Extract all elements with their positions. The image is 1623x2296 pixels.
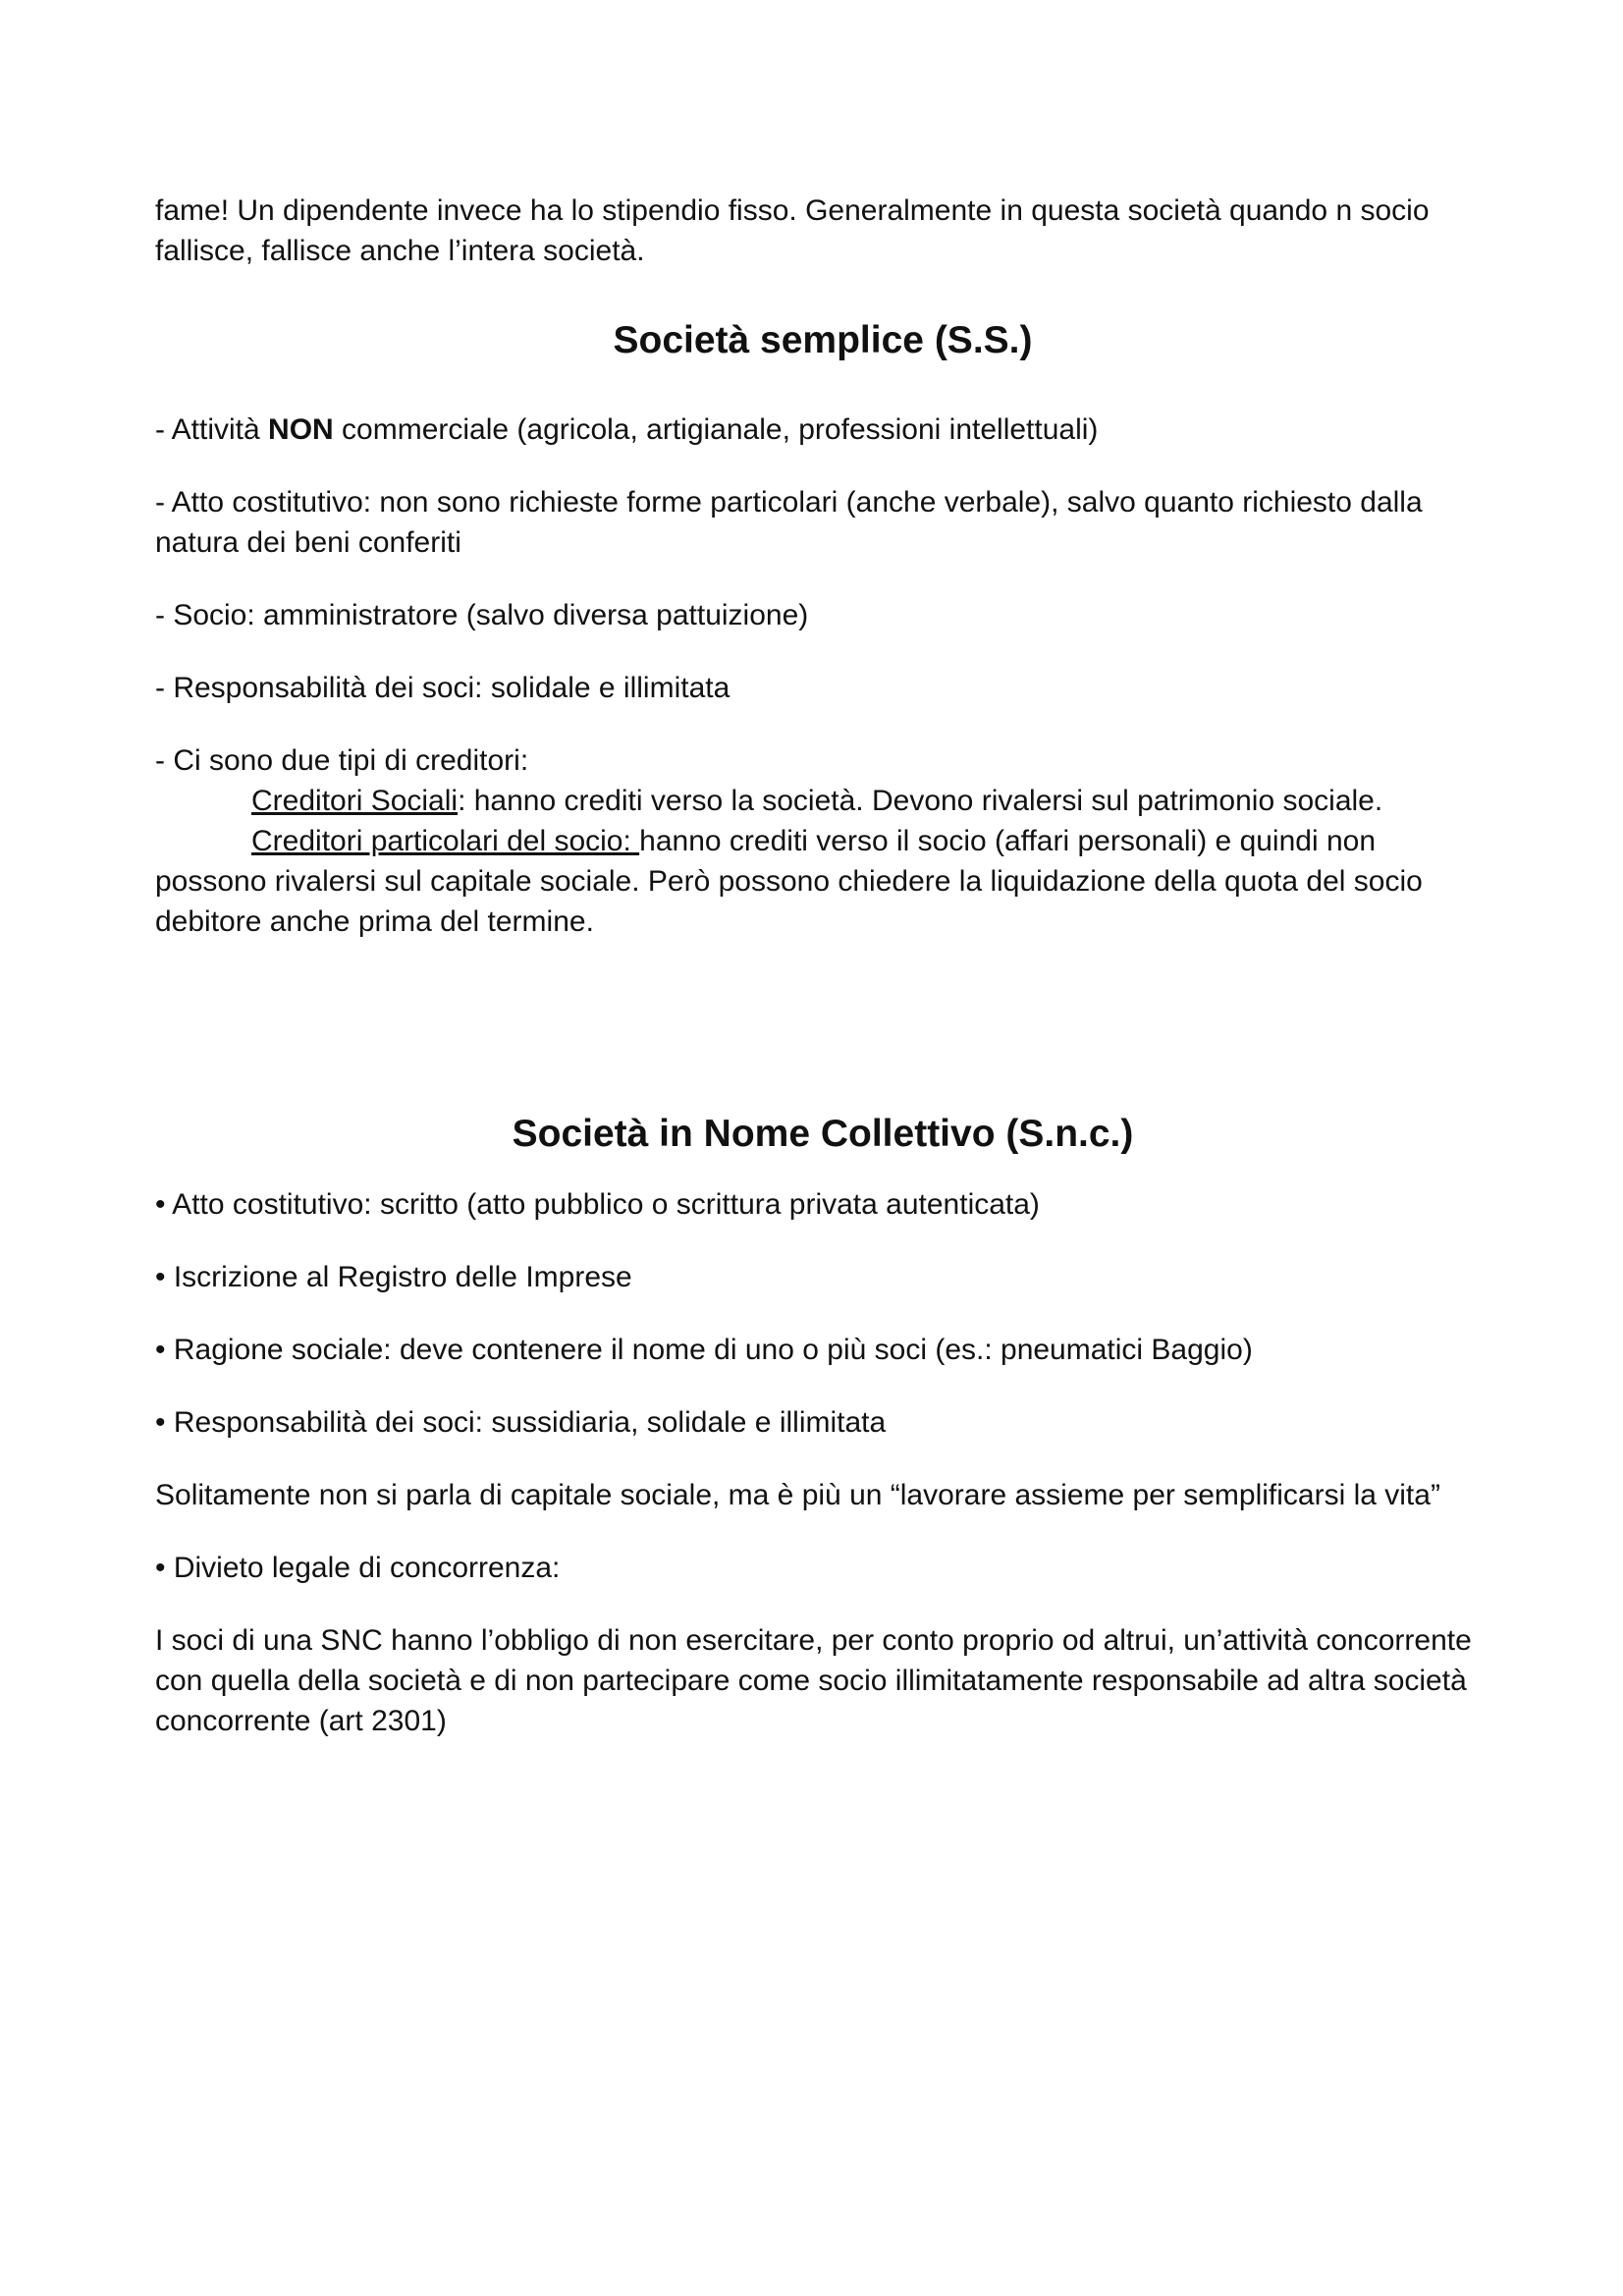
- snc-paragraph-obbligo: I soci di una SNC hanno l’obbligo di non esercitare, per conto proprio od altrui, un’attività concorrente con quella della società e di non partecipare come socio illimitatamente responsabile ad altra società concorrente (art 2301): [155, 1624, 1472, 1737]
- snc-item-atto-costitutivo: • Atto costitutivo: scritto (atto pubblico o scrittura privata autenticata): [155, 1188, 1040, 1221]
- heading-snc: Società in Nome Collettivo (S.n.c.): [512, 1113, 1134, 1155]
- snc-note-capitale: Solitamente non si parla di capitale sociale, ma è più un “lavorare assieme per semplificarsi la vita”: [155, 1479, 1440, 1511]
- section-spacer: [155, 942, 1490, 1109]
- snc-item-divieto: • Divieto legale di concorrenza:: [155, 1552, 561, 1584]
- creditori-particolari-text: hanno crediti verso il socio (affari personali) e quindi non possono rivalersi sul capitale sociale. Però possono chiedere la liquidazione della quota del socio debitore anche prima del termine.: [155, 825, 1423, 938]
- ss-creditori-intro: - Ci sono due tipi di creditori:: [155, 744, 529, 777]
- snc-item-responsabilita: • Responsabilità dei soci: sussidiaria, solidale e illimitata: [155, 1406, 887, 1439]
- ss-item-creditori: [155, 740, 1490, 942]
- ss-item-responsabilita: - Responsabilità dei soci: solidale e illimitata: [155, 672, 730, 704]
- ss-item-atto-costitutivo: - Atto costitutivo: non sono richieste forme particolari (anche verbale), salvo quanto richiesto dalla natura dei beni conferiti: [155, 486, 1423, 559]
- creditori-particolari-label: Creditori particolari del socio:: [251, 825, 640, 857]
- intro-paragraph: fame! Un dipendente invece ha lo stipendio fisso. Generalmente in questa società quando n socio fallisce, fallisce anche l’intera società.: [155, 194, 1430, 267]
- ss-item-attivita: [155, 410, 1490, 450]
- ss-item-attivita-pre: - Attività: [155, 413, 269, 446]
- heading-societa-semplice: Società semplice (S.S.): [613, 319, 1033, 361]
- snc-item-ragione-sociale: • Ragione sociale: deve contenere il nome di uno o più soci (es.: pneumatici Baggio): [155, 1334, 1253, 1366]
- ss-item-attivita-post: commerciale (agricola, artigianale, professioni intellettuali): [333, 413, 1099, 446]
- creditori-sociali-text: : hanno crediti verso la società. Devono rivalersi sul patrimonio sociale.: [458, 785, 1383, 817]
- ss-item-socio: - Socio: amministratore (salvo diversa pattuizione): [155, 599, 809, 631]
- document-body: [155, 191, 1490, 1774]
- creditori-sociali-label: Creditori Sociali: [251, 785, 459, 817]
- ss-item-attivita-bold: NON: [268, 413, 334, 446]
- snc-item-iscrizione: • Iscrizione al Registro delle Imprese: [155, 1261, 632, 1293]
